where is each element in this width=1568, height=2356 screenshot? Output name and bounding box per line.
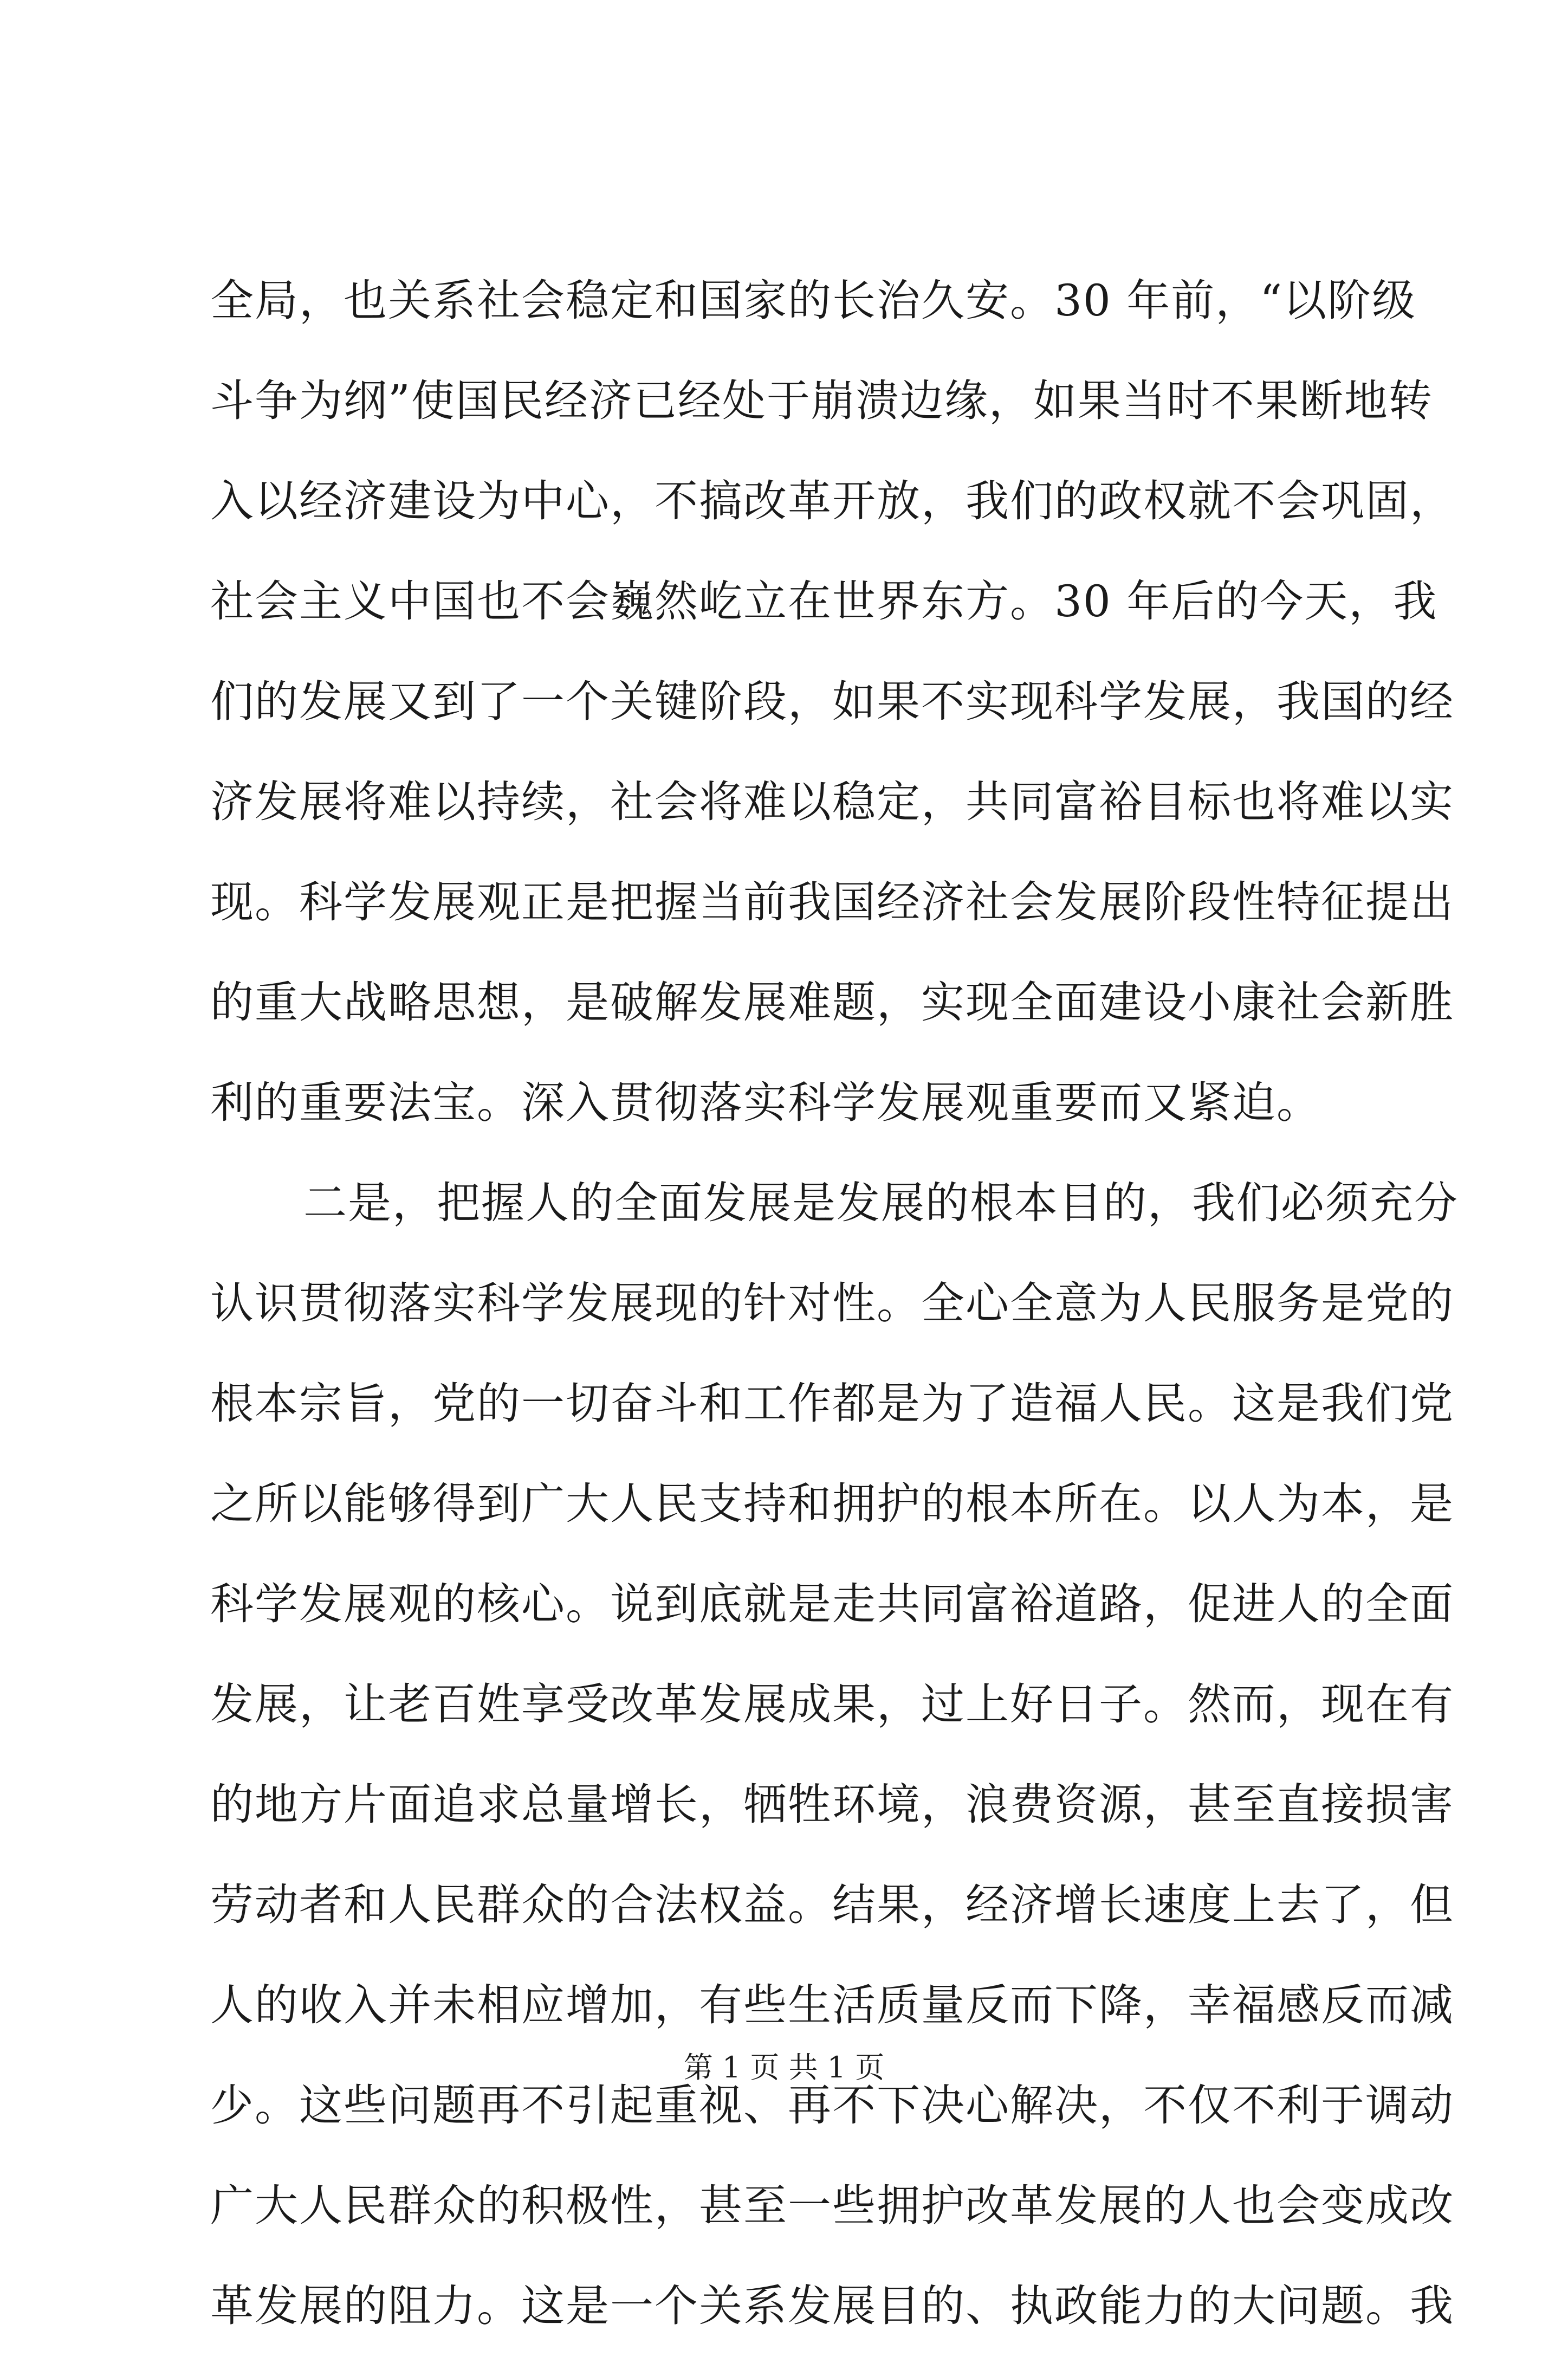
- text-line: 根本宗旨，党的一切奋斗和工作都是为了造福人民。这是我们党: [210, 1378, 1454, 1429]
- text-line: 劳动者和人民群众的合法权益。结果，经济增长速度上去了，但: [210, 1880, 1454, 1930]
- text-line: 的重大战略思想，是破解发展难题，实现全面建设小康社会新胜: [210, 977, 1454, 1028]
- text-line: 广大人民群众的积极性，甚至一些拥护改革发展的人也会变成改: [210, 2180, 1454, 2231]
- text-line: 济发展将难以持续，社会将难以稳定，共同富裕目标也将难以实: [210, 777, 1454, 827]
- text-line: 全局，也关系社会稳定和国家的长治久安。30 年前，“以阶级: [210, 275, 1417, 326]
- text-line: 社会主义中国也不会巍然屹立在世界东方。30 年后的今天，我: [210, 576, 1438, 627]
- text-line: 科学发展观的核心。说到底就是走共同富裕道路，促进人的全面: [210, 1579, 1454, 1629]
- text-line: 现。科学发展观正是把握当前我国经济社会发展阶段性特征提出: [210, 877, 1454, 927]
- text-line: 们的发展又到了一个关键阶段，如果不实现科学发展，我国的经: [210, 676, 1454, 727]
- text-line: 利的重要法宝。深入贯彻落实科学发展观重要而又紧迫。: [210, 1077, 1321, 1128]
- text-line: 斗争为纲”使国民经济已经处于崩溃边缘，如果当时不果断地转: [210, 376, 1433, 426]
- text-line: 少。这些问题再不引起重视、再不下决心解决，不仅不利于调动: [210, 2080, 1454, 2131]
- text-line: 二是，把握人的全面发展是发展的根本目的，我们必须充分: [303, 1178, 1459, 1228]
- text-line: 的地方片面追求总量增长，牺牲环境，浪费资源，甚至直接损害: [210, 1779, 1454, 1830]
- document-body: [210, 250, 1459, 2356]
- text-line: 发展，让老百姓享受改革发展成果，过上好日子。然而，现在有: [210, 1679, 1454, 1729]
- text-line: 之所以能够得到广大人民支持和拥护的根本所在。以人为本，是: [210, 1479, 1454, 1529]
- text-line: 人的收入并未相应增加，有些生活质量反而下降，幸福感反而减: [210, 1980, 1454, 2030]
- text-line: 革发展的阻力。这是一个关系发展目的、执政能力的大问题。我: [210, 2281, 1454, 2331]
- text-line: 认识贯彻落实科学发展现的针对性。全心全意为人民服务是党的: [210, 1278, 1454, 1328]
- page-number-footer: 第 1 页 共 1 页: [683, 2050, 885, 2084]
- text-line: 入以经济建设为中心，不搞改革开放，我们的政权就不会巩固，: [210, 476, 1454, 526]
